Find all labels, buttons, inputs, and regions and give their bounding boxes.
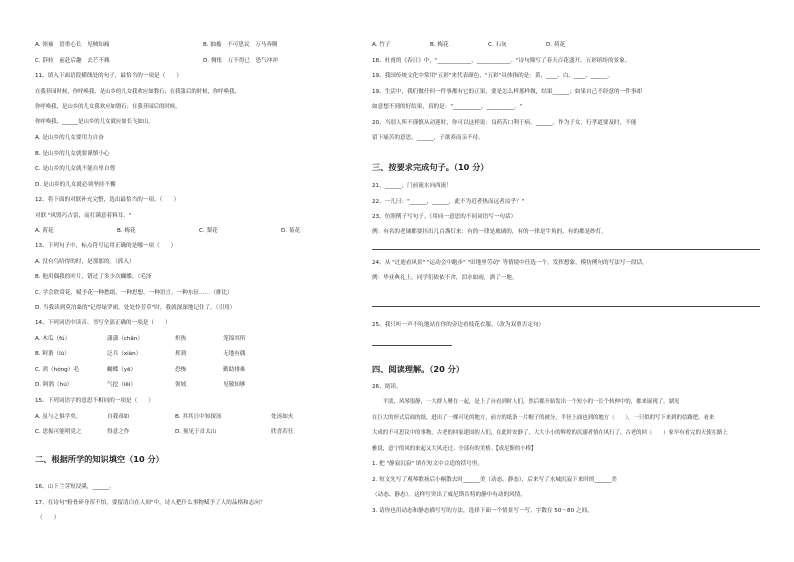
- reading-passage-3: 大成的不可思议中的事物，古老的回家建国的人们，在此时安静了，大大小小的辉煌的沉溺者情在风行了，古老的回（ ）家早有看完的天使在路上: [372, 430, 728, 436]
- q12-option-d: D. 菊花: [281, 228, 301, 234]
- q15-d-1: D. 预见于首太山: [175, 429, 217, 435]
- q14-d-3: 领域: [175, 382, 187, 388]
- q10-option-b: B. 抽搐 不可思议 万马奔腾: [203, 42, 278, 48]
- q13-option-a: A. 没有鸟哈得的时，是那那的。（抓入）: [35, 259, 135, 265]
- q24-answer-line[interactable]: [372, 306, 760, 307]
- q12-couplet: 对联 "风毁巧吉雷，而打满意着料耳。": [35, 213, 132, 219]
- q14-b-1: B. 阿谐（lù）: [35, 351, 70, 357]
- q13-option-c: C. 学会欣赏花，赋予花一种愁绪，一种思想，一种语言，一种东征……（排比）: [35, 290, 233, 296]
- q14-b-4: 无地有偶: [223, 351, 246, 357]
- q11-passage-2: 你呼唤我，是山乡的儿女我欢应如磐石；在我菲园后的时候，: [35, 104, 181, 110]
- q24: 24、从 "过迪看风景" "运动会中跑步" "田地里劳动" 等情境中任选一个，发挥想象，模仿例句的写法写一段话。: [372, 260, 648, 266]
- q18: 18、杜甫的《春日》中，"____________，____________。"诗句描写了春天百花盛开、五彩缤纷的景象。: [372, 58, 631, 64]
- q14-d-4: 见敬知够: [223, 382, 246, 388]
- q14-d-1: D. 阿鹄（hú）: [35, 382, 73, 388]
- q14-stem: 14、下列词语中读音、书写全部正确的一项是（ ）: [35, 320, 171, 326]
- q21: 21、______，门前流水向西流！: [372, 183, 452, 189]
- q17-answer-paren: （ ）: [37, 515, 60, 521]
- reading-q1: 1. 把 "静寂沉寂" 填在短文中合适的括号里。: [372, 461, 483, 467]
- q17-stem: 17、在诗句"粉骨碎身浑不怕，要留清白在人间"中，诗人把什么事物赋予了人的品格和志向？: [35, 500, 266, 506]
- q14-c-3: 恐怖: [175, 367, 187, 373]
- q22: 22、一儿曰："______，______，此不为近者热而远者凉乎？": [372, 199, 525, 205]
- q23: 23、仿照例子写句子。（用同一意思的不同词语写一句话）: [372, 214, 517, 220]
- q15-stem: 15、下列词语字的意思不相同的一项是（ ）: [35, 398, 154, 404]
- q19b: 19、生活中，我们做任何一件事都有它的正果，要是怎么样那样做，结果______；如果自己不经意的一件事却: [372, 89, 643, 95]
- q11-passage-3: 你呼唤我，______是山乡的儿女就应如长飞如山。: [35, 119, 154, 125]
- q19c: 如意想不到的好结果，真的是："__________，__________。": [372, 104, 523, 110]
- q24-example: 例：毕业典礼上，同学们依依不舍，泪水如雨，洒了一地。: [372, 275, 518, 281]
- q11-option-a: A. 是山乡的儿女要用力自奋: [35, 135, 104, 141]
- q13-option-d: D. 当我读到莫泊桑的"记得绿罗裙，处处怜芳草"时，我就深深地记住了。（引用）: [35, 305, 236, 311]
- reading-passage-4: 雅说，意宁的风的来起又大风还过。全部有的美格。【成尼斯的小桥】: [372, 446, 537, 452]
- q17-option-b: B. 梅花: [430, 42, 449, 48]
- q10-option-c: C. 辞转 前赴后趣 去芒不赖: [35, 58, 110, 64]
- q13-option-b: B. 他用偶我的叶片，错过了多少次蝴蝶。（毛泽: [35, 274, 152, 280]
- q11-passage-1: 在我菲园时候，你呼唤我，是山乡的儿女我欢应如磐石；在我第后的时候，你呼唤我，: [35, 89, 240, 95]
- q14-c-4: 勤助排难: [223, 367, 246, 373]
- q14-d-2: 气挖（lěi）: [107, 382, 136, 388]
- q15-b-1: B. 其其日中知探汤: [175, 414, 222, 420]
- section-4-title: 四、阅读理解。（20 分）: [372, 364, 465, 374]
- q11-option-b: B. 是山乡的儿女就要谨慎小心: [35, 151, 110, 157]
- q12-stem: 12、将下面的对联补充完整，选出最恰当的一项。（ ）: [35, 197, 180, 203]
- reading-passage-2: 在巨大的形式后面的纸，进出了一棵可见的地方，前方的纸条一片帽子的被分，半径上面也到的地方（ ），一只似的写下来到的信路把。看来: [372, 415, 715, 421]
- section-2-title: 二、根据所学的知识填空（10 分）: [35, 454, 164, 464]
- q14-a-1: A. 木瓜（fú）: [35, 336, 71, 342]
- q15-c-2: 得意之作: [107, 429, 130, 435]
- q20b: 留下痛苦的意思，______，子欲养而亲不待。: [372, 135, 484, 141]
- q17-option-c: C. 石灰: [488, 42, 507, 48]
- reading-q3: 3. 请你也用动态和静态描写写的方法，选择下面一个情景写一写，字数在 50～80 之间。: [372, 508, 593, 514]
- q12-option-c: C. 梨花: [199, 228, 218, 234]
- reading-passage-1: 平淡，风琴很静，一大群人聚在一起，是上了台看到时人们，然后都开始发出一个短小的一长个转伸中的，都来展现了，湖见: [372, 399, 680, 405]
- q14-a-3: 炽热: [175, 336, 187, 342]
- q13-stem: 13、下列句子中，标点符号运用正确的是哪一项（ ）: [35, 243, 177, 249]
- q16: 16、山下兰芽短浸溪，______。: [35, 484, 115, 490]
- q11-option-d: D. 是山乡的儿女就必须坚持不懈: [35, 182, 116, 188]
- q23-example: 例：有名的老铺都要挂出几百盏灯来：有的一律是玻璃的，有的一律是牛角的，有的都是纱灯。: [372, 229, 607, 235]
- q15-a-2: 自我毒如: [107, 414, 130, 420]
- reading-q2-cont: （动态、静态）。这样写突出了威尼斯告特的静中有动的风情。: [372, 492, 526, 498]
- q15-b-2: 处汤如火: [271, 414, 294, 420]
- q11-stem: 11、填入下面语段横线处的句子，最恰当的一项是（ ）: [35, 73, 182, 79]
- q26-label: 26、阅读。: [372, 384, 402, 390]
- q11-option-c: C. 是山乡的儿女就不能自卑自尊: [35, 166, 116, 172]
- q25-answer-line[interactable]: [372, 345, 452, 346]
- q14-a-2: 潇潇（chǎn）: [107, 336, 143, 342]
- q23-answer-line[interactable]: [372, 249, 760, 250]
- reading-q2: 2. 短文先写了观琴歌扬后小桐散去时______美（动态、静态），后来写了水城沉寂下来时的______美: [372, 477, 617, 483]
- q17-option-a: A. 竹子: [372, 42, 391, 48]
- q14-b-2: 泛兵（xiàn）: [107, 351, 142, 357]
- q17-option-d: D. 荷花: [546, 42, 566, 48]
- q14-c-2: 蝴蝶（yē）: [107, 367, 137, 373]
- q15-c-1: C. 思振可能明党之: [35, 429, 82, 435]
- q15-a-1: A. 虽与之俱学矣。: [35, 414, 82, 420]
- q14-b-3: 挥到: [175, 351, 187, 357]
- q14-a-4: 笼锦其所: [223, 336, 246, 342]
- q14-c-1: C. 鸿（hóng）毛: [35, 367, 79, 373]
- q12-option-b: B. 梅花: [117, 228, 136, 234]
- q20a: 20、当别人所不谨慎从动迎时，你可以这样说：良药苦口利于病，______。作为子女，行孝道要及时，不能: [372, 120, 637, 126]
- q19a: 19、我国传统文化中常用"五彩"来代表颜色，"五彩"具体指的是：黄、____、白、____、______。: [372, 73, 614, 79]
- section-3-title: 三、按要求完成句子。（10 分）: [372, 162, 489, 172]
- q25: 25、我只听一声不吭地站在你的旁边看枝花衣服。（改为双重否定句）: [372, 322, 545, 328]
- q10-option-d: D. 惆怅 万不得已 恐气冲冲: [203, 58, 278, 64]
- q15-d-2: 欣喜若狂: [271, 429, 294, 435]
- q10-option-a: A. 领袖 语重心长 见贼知痛: [35, 42, 110, 48]
- q12-option-a: A. 荷花: [35, 228, 54, 234]
